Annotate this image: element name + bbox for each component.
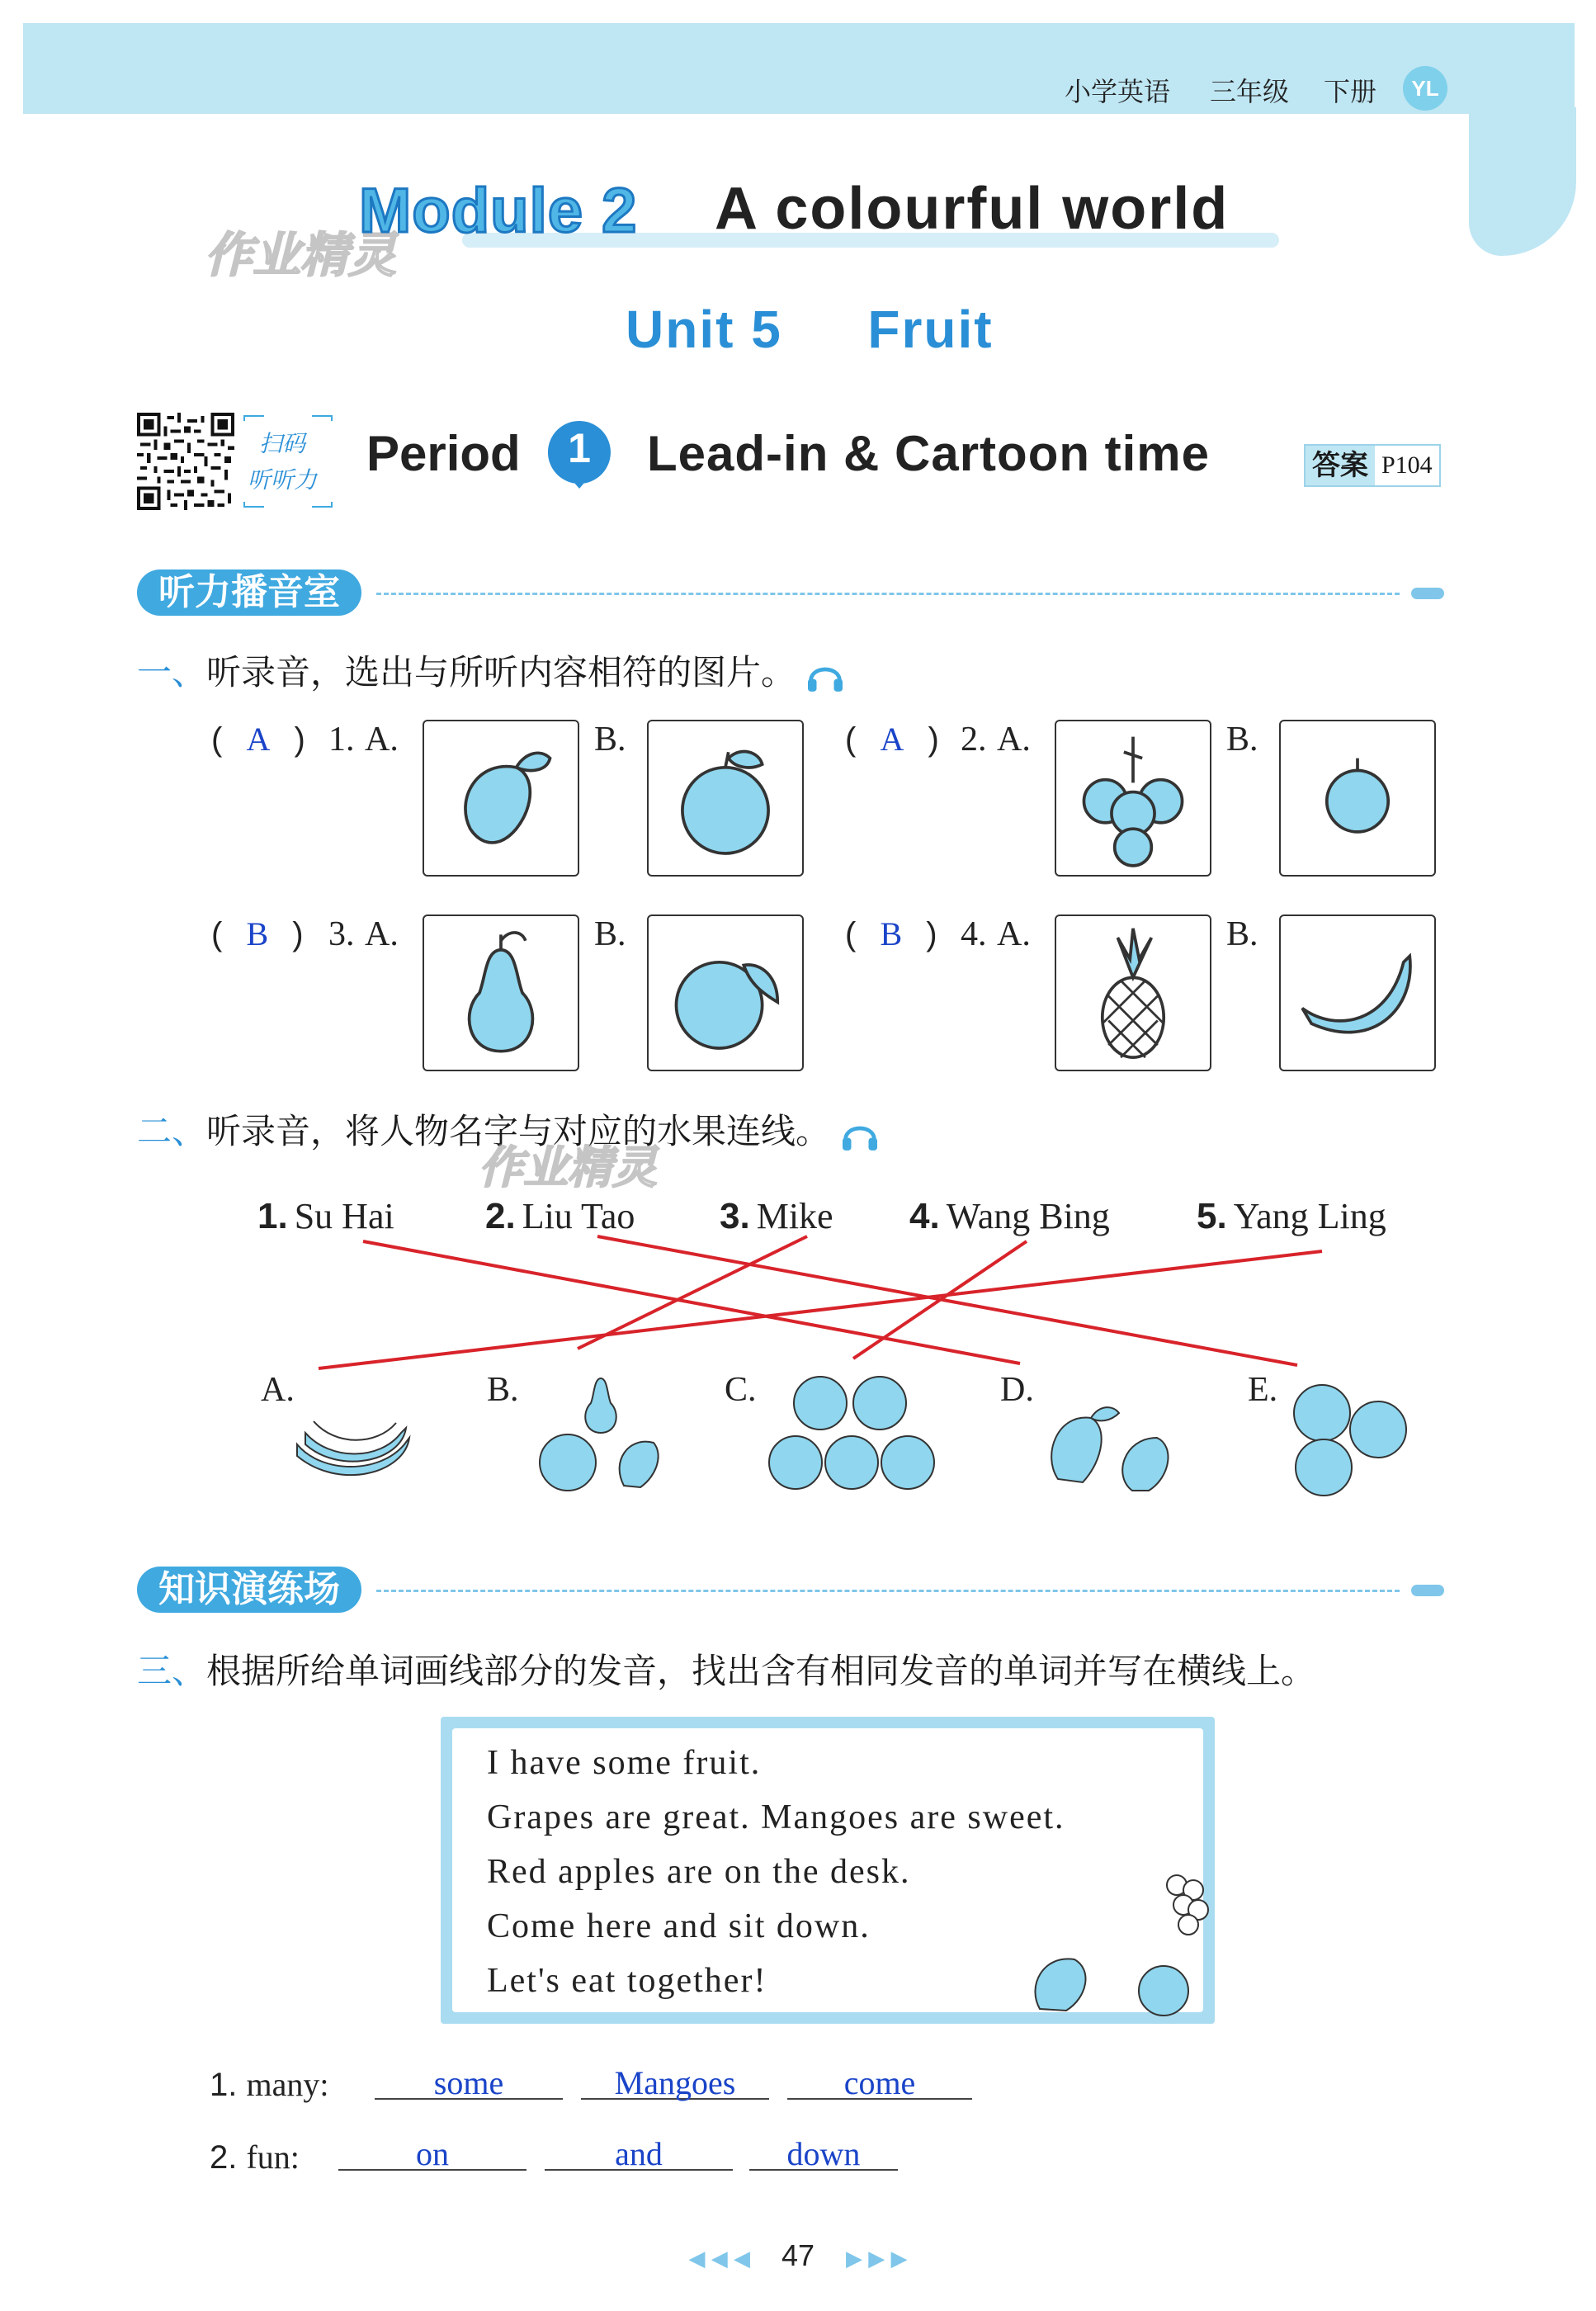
fruit-letter-b: B. — [487, 1371, 519, 1409]
match-line-5[interactable] — [319, 1251, 1322, 1368]
fill-blank-1-3[interactable]: come — [787, 2063, 972, 2100]
grade-label: 三年级 — [1210, 77, 1290, 106]
answer-paren-1[interactable]: ( A ) — [211, 721, 305, 758]
answer-paren-3[interactable]: ( B ) — [211, 915, 304, 952]
option-a-label-3: A. — [365, 915, 399, 953]
part3-number: 三、 — [137, 1652, 207, 1690]
name-1-text: Su Hai — [294, 1196, 394, 1236]
headphones-icon[interactable] — [840, 1117, 880, 1151]
part1-instruction: 听录音，选出与所听内容相符的图片。 — [206, 653, 796, 692]
banana-icon[interactable] — [1279, 914, 1436, 1071]
name-5-num: 5. — [1197, 1196, 1227, 1236]
prev-arrows-icon: ◀ ◀ ◀ — [688, 2246, 750, 2271]
option-b-label-3: B. — [594, 915, 626, 953]
name-2-num: 2. — [485, 1196, 516, 1236]
name-4-text: Wang Bing — [946, 1196, 1110, 1236]
part3-heading — [137, 1644, 1315, 1694]
qr-caption-line1: 扫码 — [259, 431, 306, 456]
qr-caption — [239, 413, 337, 510]
next-arrows-icon: ▶ ▶ ▶ — [846, 2246, 908, 2271]
fill-blank-1-1[interactable]: some — [375, 2063, 563, 2100]
part2-number: 二、 — [137, 1112, 207, 1151]
option-a-label-4: A. — [997, 915, 1031, 953]
option-a-label-1: A. — [365, 721, 399, 759]
oranges-icon[interactable] — [1281, 1370, 1421, 1502]
page-number-row — [0, 2238, 1596, 2273]
name-3-num: 3. — [720, 1196, 750, 1236]
answer-page: P104 — [1381, 451, 1433, 479]
fruit-letter-a: A. — [261, 1371, 295, 1409]
section-divider — [376, 1590, 1400, 1592]
period-label: Period — [366, 426, 521, 481]
mango-icon[interactable] — [423, 720, 579, 877]
name-1-num: 1. — [257, 1196, 288, 1236]
module-title: A colourful world — [715, 176, 1230, 242]
fruit-letter-e: E. — [1248, 1371, 1278, 1409]
item-number-2: 2. — [961, 721, 987, 759]
section-divider-cap — [1411, 588, 1444, 599]
fill-row-1-word: many: — [246, 2066, 329, 2103]
section-divider-cap — [1411, 1585, 1444, 1596]
headphones-icon[interactable] — [805, 658, 845, 692]
mangoes-icon[interactable] — [1033, 1380, 1198, 1504]
name-5-text: Yang Ling — [1233, 1196, 1386, 1236]
poem-line-3: Red apples are on the desk. — [487, 1853, 911, 1891]
orange-icon[interactable] — [647, 914, 804, 1071]
grapes-icon[interactable] — [1055, 720, 1211, 877]
item-number-4: 4. — [961, 915, 987, 953]
option-b-label-2: B. — [1226, 721, 1258, 759]
watermark: 作业精灵 — [479, 1143, 657, 1193]
period-title: Lead-in & Cartoon time — [647, 426, 1211, 481]
answer-4: B — [880, 915, 903, 952]
plum-icon[interactable] — [1279, 720, 1436, 877]
page-number: 47 — [781, 2238, 815, 2272]
name-3-text: Mike — [756, 1196, 833, 1236]
part1-number: 一、 — [137, 653, 207, 692]
answer-paren-2[interactable]: ( A ) — [845, 721, 939, 758]
fill-row-1-num: 1. — [210, 2067, 238, 2103]
match-line-2[interactable] — [597, 1236, 1297, 1365]
unit-name: Fruit — [867, 300, 994, 359]
watermark: 作业精灵 — [205, 229, 397, 282]
part2-instruction: 听录音，将人物名字与对应的水果连线。 — [206, 1112, 831, 1151]
answer-3: B — [246, 915, 269, 952]
part3-instruction: 根据所给单词画线部分的发音，找出含有相同发音的单词并写在横线上。 — [206, 1652, 1316, 1690]
apple-icon[interactable] — [647, 720, 804, 877]
poem-line-5: Let's eat together! — [487, 1962, 767, 2000]
bananas-icon[interactable] — [289, 1395, 421, 1494]
volume-label: 下册 — [1324, 77, 1377, 106]
publisher-badge: YL — [1403, 66, 1447, 111]
period-number: 1 — [568, 425, 591, 471]
pineapple-icon[interactable] — [1055, 914, 1211, 1071]
poem-line-2: Grapes are great. Mangoes are sweet. — [487, 1798, 1065, 1836]
option-b-label-1: B. — [594, 721, 626, 759]
header-wave — [1469, 107, 1576, 256]
answer-reference[interactable] — [1304, 444, 1441, 487]
fill-blank-2-3[interactable]: down — [749, 2134, 898, 2171]
fill-blank-1-2[interactable]: Mangoes — [581, 2063, 769, 2100]
qr-code[interactable] — [137, 413, 234, 510]
answer-label: 答案 — [1306, 446, 1375, 485]
fill-blank-2-2[interactable]: and — [545, 2134, 733, 2171]
unit-title — [626, 299, 994, 360]
match-line-1[interactable] — [363, 1241, 1020, 1363]
fill-row-2-word: fun: — [246, 2139, 300, 2176]
option-b-label-4: B. — [1226, 915, 1258, 953]
poem-line-1: I have some fruit. — [487, 1744, 762, 1782]
fruit-letter-c: C. — [725, 1371, 757, 1409]
module-label: Module 2 — [359, 176, 638, 246]
name-4-num: 4. — [909, 1196, 940, 1236]
name-2-text: Liu Tao — [522, 1196, 635, 1236]
item-number-1: 1. — [328, 721, 355, 759]
subject-label: 小学英语 — [1065, 77, 1171, 106]
answer-1: A — [246, 721, 271, 758]
qr-caption-line2: 听听力 — [248, 467, 318, 493]
answer-2: A — [880, 721, 904, 758]
answer-paren-4[interactable]: ( B ) — [845, 915, 937, 952]
poem-line-4: Come here and sit down. — [487, 1907, 871, 1945]
part1-heading — [137, 645, 845, 695]
unit-label: Unit 5 — [626, 300, 782, 359]
matching-lines — [0, 1222, 1596, 1387]
section-divider — [376, 593, 1400, 595]
pear-icon[interactable] — [423, 914, 579, 1071]
fill-blank-2-1[interactable]: on — [338, 2134, 526, 2171]
match-line-4[interactable] — [853, 1241, 1027, 1359]
fruit-letter-d: D. — [1000, 1371, 1034, 1409]
item-number-3: 3. — [328, 915, 355, 953]
pear-apple-mango-icon[interactable] — [525, 1362, 682, 1502]
fruit-illustration-icon — [1015, 1857, 1213, 2022]
option-a-label-2: A. — [997, 721, 1031, 759]
fill-row-1-label — [210, 2065, 328, 2104]
section-listening: 听力播音室 — [137, 569, 361, 616]
section-practice: 知识演练场 — [137, 1567, 361, 1613]
apples-icon[interactable] — [766, 1370, 947, 1502]
fill-row-2-label — [210, 2138, 300, 2176]
fill-row-2-num: 2. — [210, 2139, 238, 2176]
